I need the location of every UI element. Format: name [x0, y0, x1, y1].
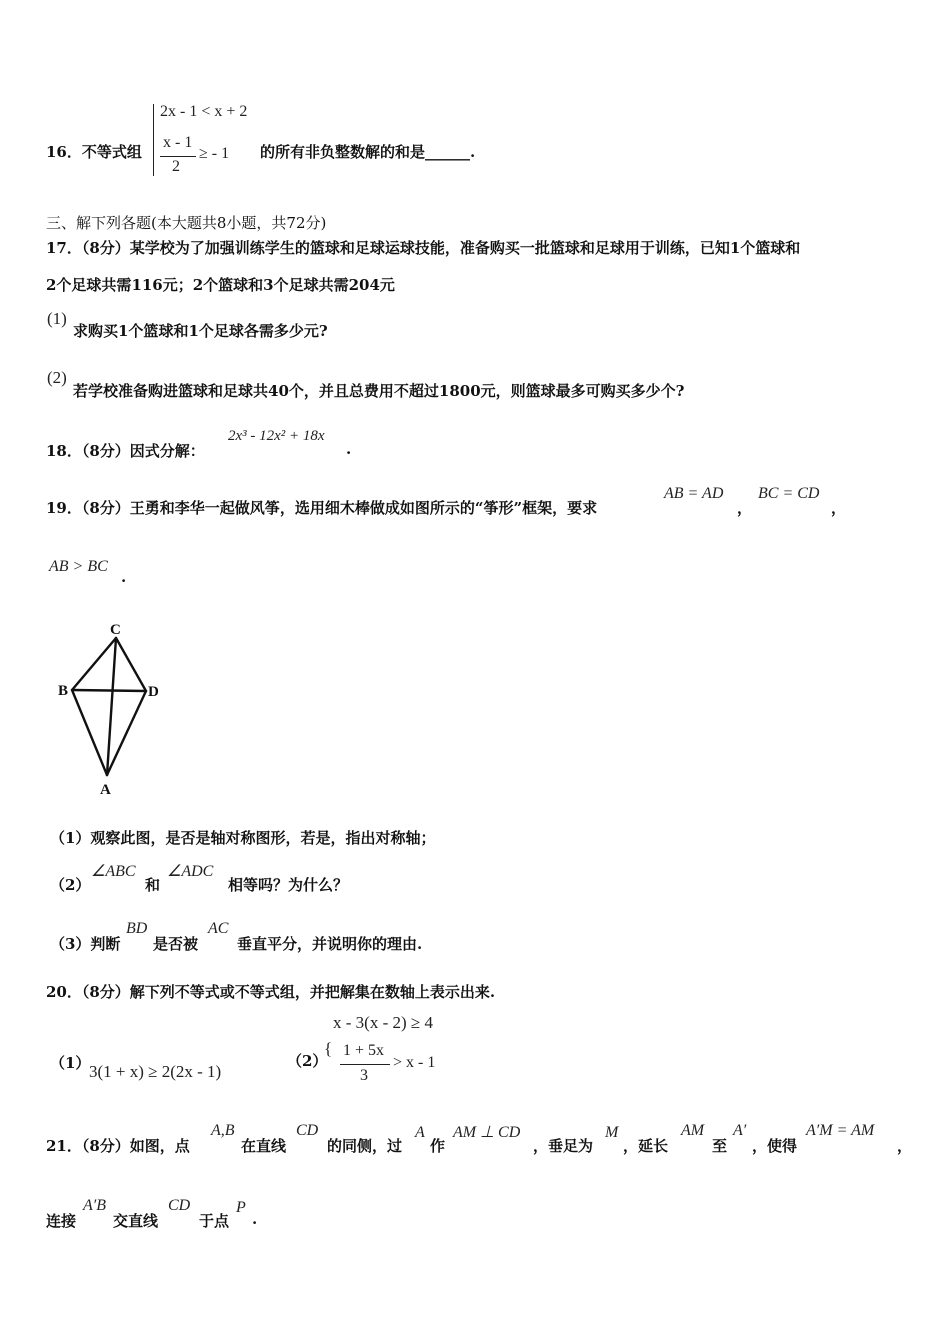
q16-fraction-denominator: 2 — [172, 158, 180, 175]
q20-fraction-numerator: 1 + 5x — [343, 1042, 385, 1059]
q19-condition-period: . — [121, 568, 127, 586]
q16-number: 16．不等式组 — [46, 143, 142, 161]
q16-inequality-1: 2x - 1 < x + 2 — [160, 103, 248, 120]
q19-segment-bd: BD — [126, 920, 148, 937]
q21-segment-a-prime-b: A′B — [83, 1197, 107, 1214]
q19-subquestion-3-mid: 是否被 — [153, 935, 199, 953]
q18-expression: 2x³ - 12x² + 18x — [228, 428, 325, 444]
kite-diagonal-bd — [72, 690, 146, 691]
q16-inequality-2-rest: ≥ - 1 — [199, 145, 230, 162]
q19-angle-adc: ∠ADC — [167, 863, 214, 880]
q21-text-2: 在直线 — [241, 1137, 287, 1155]
q21-point-m: M — [605, 1124, 619, 1141]
q21-text-3: 的同侧，过 — [327, 1137, 403, 1155]
q19-segment-ac: AC — [208, 920, 229, 937]
q21-line2-line-cd: CD — [168, 1197, 191, 1214]
q21-text-6: ，延长 — [623, 1137, 669, 1155]
q19-comma-1: ， — [737, 499, 753, 517]
q21-line2-text-1: 连接 — [46, 1212, 77, 1230]
q19-subquestion-1: （1）观察此图，是否是轴对称图形，若是，指出对称轴； — [50, 829, 436, 847]
q19-condition-ab-ad: AB = AD — [664, 485, 724, 502]
q17-line-2: 2个足球共需116元；2个篮球和3个足球共需204元 — [46, 276, 395, 294]
q20-fraction-denominator: 3 — [360, 1067, 368, 1084]
q17-part-1-number: (1) — [47, 309, 67, 328]
q19-angle-abc: ∠ABC — [91, 863, 136, 880]
kite-figure — [50, 618, 170, 798]
q20-part-1-inequality: 3(1 + x) ≥ 2(2x - 1) — [89, 1062, 222, 1081]
q16-system-brace — [153, 104, 154, 176]
q21-segment-am: AM — [681, 1122, 705, 1139]
q20-fraction-bar — [340, 1064, 390, 1065]
q21-text-5: ，垂足为 — [533, 1137, 594, 1155]
q21-line2-text-2: 交直线 — [113, 1212, 159, 1230]
q21-line-cd: CD — [296, 1122, 319, 1139]
q20-part-2-inequality-1: x - 3(x - 2) ≥ 4 — [333, 1013, 433, 1032]
kite-edge-cd — [116, 638, 146, 691]
q19-subquestion-2-tail: 相等吗？为什么？ — [228, 876, 349, 894]
q17-part-2-number: (2) — [47, 368, 67, 387]
q20-system-brace: { — [324, 1039, 333, 1058]
q21-text-1: 21．（8分）如图，点 — [46, 1137, 190, 1155]
kite-label-b: B — [58, 683, 69, 699]
kite-label-c: C — [110, 622, 121, 638]
kite-label-a: A — [100, 782, 111, 798]
q19-subquestion-2-number: （2） — [50, 876, 91, 894]
q20-part-2-inequality-2-rest: > x - 1 — [393, 1054, 436, 1071]
q19-and: 和 — [145, 876, 161, 894]
q18-label: 18．（8分）因式分解： — [46, 442, 205, 460]
q17-part-2: 若学校准备购进篮球和足球共40个，并且总费用不超过1800元，则篮球最多可购买多少个? — [73, 382, 685, 400]
q19-comma-2: ， — [831, 499, 847, 517]
q16-fraction-numerator: x - 1 — [163, 134, 193, 151]
kite-edge-ba — [72, 690, 107, 775]
q20-part-2-number: （2） — [287, 1052, 328, 1070]
q21-points-ab: A,B — [211, 1122, 235, 1139]
q17-line-1: 17．（8分）某学校为了加强训练学生的篮球和足球运球技能，准备购买一批篮球和足球用于训练，已知1个篮球和 — [46, 239, 801, 257]
q21-a-prime-m-eq-am: A′M = AM — [806, 1122, 875, 1139]
q21-text-4: 作 — [430, 1137, 446, 1155]
q19-condition-bc-cd: BC = CD — [758, 485, 820, 502]
q19-label: 19．（8分）王勇和李华一起做风筝，选用细木棒做成如图所示的“筝形”框架，要求 — [46, 499, 598, 517]
q20-label: 20．（8分）解下列不等式或不等式组，并把解集在数轴上表示出来. — [46, 983, 496, 1001]
q16-tail: 的所有非负整数解的和是______. — [260, 143, 476, 161]
q19-subquestion-3-tail: 垂直平分，并说明你的理由. — [237, 935, 423, 953]
q21-point-p: P — [236, 1199, 246, 1216]
kite-edge-cb — [72, 638, 116, 690]
q20-part-1-number: （1） — [50, 1054, 91, 1072]
q19-condition-ab-gt-bc: AB > BC — [49, 558, 108, 575]
q21-text-7: 至 — [712, 1137, 728, 1155]
kite-diagonal-ca — [107, 638, 116, 775]
q21-text-8: ，使得 — [752, 1137, 798, 1155]
q18-period: . — [346, 440, 352, 458]
section-3-heading: 三、解下列各题(本大题共8小题，共72分) — [46, 214, 327, 232]
q21-point-a-prime: A′ — [733, 1122, 747, 1139]
q21-point-a: A — [415, 1124, 425, 1141]
q21-line2-text-3: 于点 — [199, 1212, 230, 1230]
q17-part-1: 求购买1个篮球和1个足球各需多少元? — [73, 322, 328, 340]
q16-fraction-bar — [160, 156, 196, 157]
q19-subquestion-3-number: （3）判断 — [50, 935, 121, 953]
q21-text-9: ， — [897, 1137, 913, 1155]
kite-label-d: D — [148, 684, 159, 700]
q21-am-perp-cd: AM ⊥ CD — [453, 1124, 521, 1141]
q21-line2-period: . — [252, 1210, 258, 1228]
